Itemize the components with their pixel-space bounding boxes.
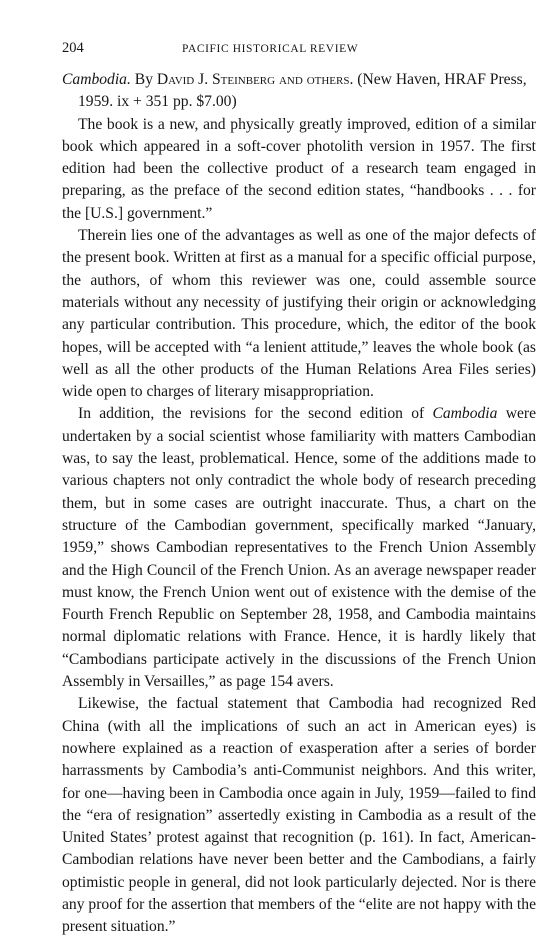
publication-details: (New Haven, HRAF Press, 1959. ix + 351 pp. $7.00) [78, 71, 527, 111]
review-paragraph-1: The book is a new, and physically greatly improved, edition of a similar book which appeared in a soft-cover photolith version in 1957. The first edition had been the collective product of a research team engaged in preparing, as the preface of the second edition states, “handbooks . . . for the [U.S.] government.” [62, 115, 536, 222]
journal-title: PACIFIC HISTORICAL REVIEW [182, 43, 359, 55]
page-number: 204 [62, 40, 84, 56]
review-citation [62, 69, 536, 114]
book-review-page [62, 40, 536, 939]
book-authors: David J. Steinberg and others. [156, 71, 354, 88]
book-title-inline: Cambodia [432, 405, 498, 423]
running-head [62, 40, 536, 62]
review-paragraph-3 [62, 403, 536, 693]
book-title: Cambodia. [62, 71, 131, 88]
review-paragraph-2: Therein lies one of the advantages as well as one of the major defects of the present book. Written at first as a manual for a specific official purpose, the authors, of whom this reviewer was one, could assemble source materials without any necessity of justifying their origin or acknowledging any particular contribution. This procedure, which, the editor of the book hopes, will be accepted with “a lenient attitude,” leaves the whole book (as well as all the other products of the Human Relations Area Files series) wide open to charges of literary misappropriation. [62, 227, 536, 401]
by-label: By [134, 71, 153, 88]
paragraph-3-rest: were undertaken by a social scientist whose familiarity with matters Cambodian was, to say the least, problematical. Hence, some of the additions made to various chapters not only contradict the whole body of research preceding them, but in some cases are outright inaccurate. Thus, a chart on the structure of the Cambodian government, specifically marked “January, 1959,” shows Cambodian representatives to the French Union Assembly and the High Council of the French Union. As an average newspaper reader must know, the French Union went out of existence with the demise of the Fourth French Republic on September 28, 1958, and Cambodia maintains normal diplomatic relations with France. Hence, it is hardly likely that “Cambodians participate actively in the discussions of the French Union Assembly in Versailles,” as page 154 avers. [62, 405, 536, 691]
paragraph-3-start: In addition, the revisions for the second edition of [78, 405, 433, 423]
review-paragraph-4: Likewise, the factual statement that Cambodia had recognized Red China (with all the implications of such an act in American eyes) is nowhere explained as a reaction of exasperation after a series of border harrassments by Cambodia’s anti-Communist neighbors. And this writer, for one—having been in Cambodia once again in July, 1959—failed to find the “era of resignation” assertedly existing in Cambodia as a result of the United States’ protest against that recognition (p. 161). In fact, American-Cambodian relations have never been better and the Cambodians, a fairly optimistic people in general, did not look particularly dejected. Nor is there any proof for the assertion that members of the “elite are not happy with the present situation.” [62, 695, 536, 936]
